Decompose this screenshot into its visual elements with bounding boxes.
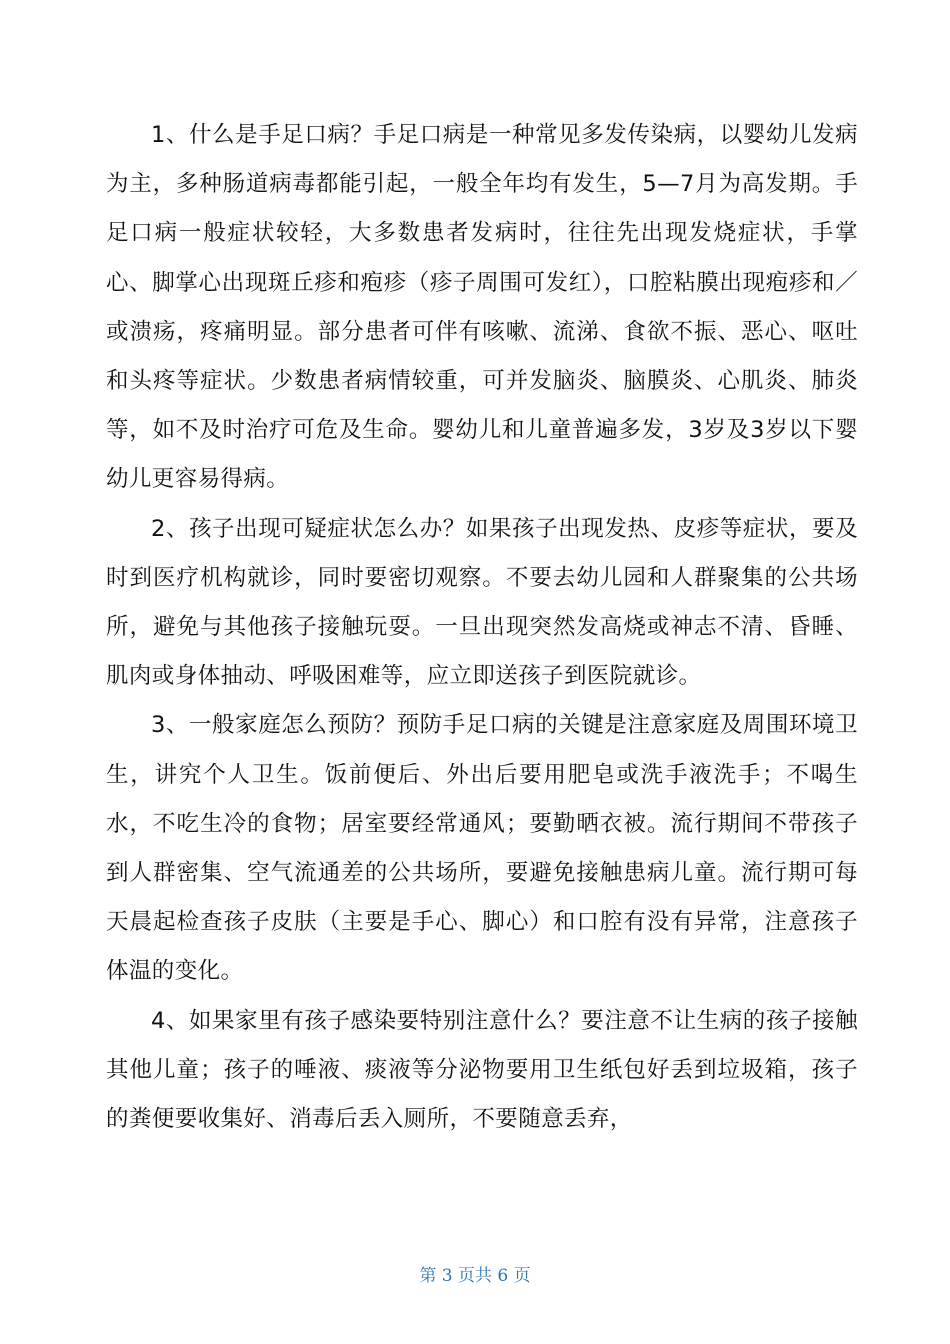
page-number-footer: 第 3 页共 6 页: [419, 1266, 531, 1286]
paragraph-2: 2、孩子出现可疑症状怎么办？如果孩子出现发热、皮疹等症状，要及时到医疗机构就诊，同时要密切观察。不要去幼儿园和人群聚集的公共场所，避免与其他孩子接触玩耍。一旦出现突然发高烧或神志不清、昏睡、肌肉或身体抽动、呼吸困难等，应立即送孩子到医院就诊。: [106, 515, 858, 690]
paragraph-3: 3、一般家庭怎么预防？预防手足口病的关键是注意家庭及周围环境卫生，讲究个人卫生。饭前便后、外出后要用肥皂或洗手液洗手；不喝生水，不吃生冷的食物；居室要经常通风；要勤晒衣被。流行期间不带孩子到人群密集、空气流通差的公共场所，要避免接触患病儿童。流行期可每天晨起检查孩子皮肤（主要是手心、脚心）和口腔有没有异常，注意孩子体温的变化。: [106, 712, 858, 985]
document-body: [106, 111, 858, 1144]
paragraph-4: 4、如果家里有孩子感染要特别注意什么？要注意不让生病的孩子接触其他儿童；孩子的唾液、痰液等分泌物要用卫生纸包好丢到垃圾箱，孩子的粪便要收集好、消毒后丢入厕所，不要随意丢弃，: [106, 1007, 858, 1133]
paragraph-1: 1、什么是手足口病？手足口病是一种常见多发传染病，以婴幼儿发病为主，多种肠道病毒都能引起，一般全年均有发生，5—7月为高发期。手足口病一般症状较轻，大多数患者发病时，往往先出现发烧症状，手掌心、脚掌心出现斑丘疹和疱疹（疹子周围可发红），口腔粘膜出现疱疹和／或溃疡，疼痛明显。部分患者可伴有咳嗽、流涕、食欲不振、恶心、呕吐和头疼等症状。少数患者病情较重，可并发脑炎、脑膜炎、心肌炎、肺炎等，如不及时治疗可危及生命。婴幼儿和儿童普遍多发，3岁及3岁以下婴幼儿更容易得病。: [106, 122, 858, 493]
